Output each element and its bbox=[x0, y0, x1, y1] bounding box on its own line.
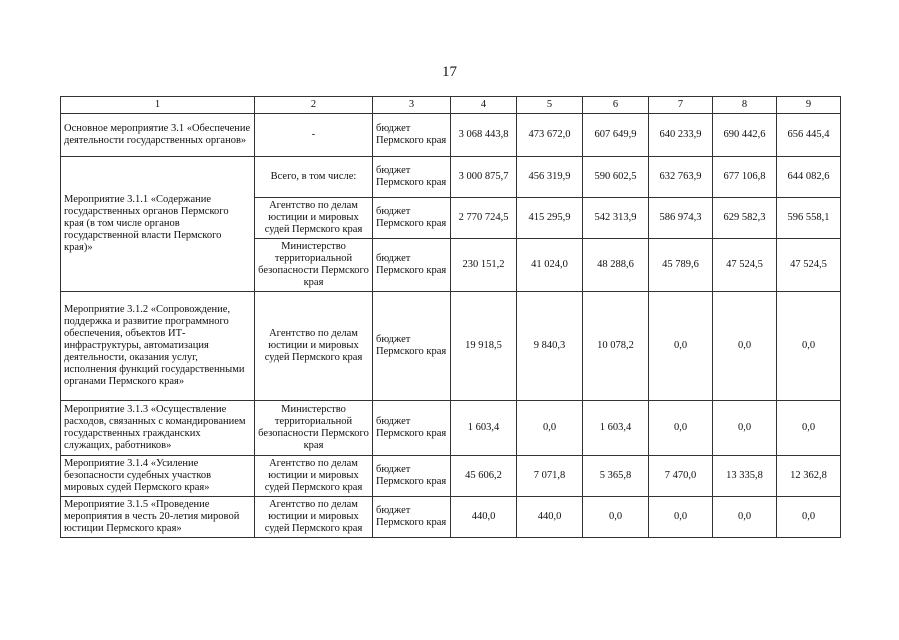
executor: Агентство по делам юстиции и мировых судей Пермского края bbox=[255, 456, 373, 497]
amount-cell: 1 603,4 bbox=[583, 401, 649, 456]
activity-name: Мероприятие 3.1.4 «Усиление безопасности судебных участков мировых судей Пермского края» bbox=[61, 456, 255, 497]
amount-cell: 0,0 bbox=[713, 497, 777, 538]
table-row bbox=[61, 114, 841, 157]
amount-cell: 473 672,0 bbox=[517, 114, 583, 157]
amount-cell: 415 295,9 bbox=[517, 198, 583, 239]
executor: Всего, в том числе: bbox=[255, 157, 373, 198]
amount-cell: 13 335,8 bbox=[713, 456, 777, 497]
funding-source: бюджет Пермского края bbox=[373, 292, 451, 401]
executor: Министерство территориальной безопасности Пермского края bbox=[255, 401, 373, 456]
funding-source: бюджет Пермского края bbox=[373, 497, 451, 538]
funding-source: бюджет Пермского края bbox=[373, 198, 451, 239]
amount-cell: 629 582,3 bbox=[713, 198, 777, 239]
amount-cell: 690 442,6 bbox=[713, 114, 777, 157]
table-row bbox=[61, 497, 841, 538]
activity-name: Основное мероприятие 3.1 «Обеспечение деятельности государственных органов» bbox=[61, 114, 255, 157]
activity-name: Мероприятие 3.1.1 «Содержание государственных органов Пермского края (в том числе органов государственной власти Пермского края)» bbox=[61, 157, 255, 292]
amount-cell: 45 789,6 bbox=[649, 239, 713, 292]
column-header: 3 bbox=[373, 97, 451, 114]
amount-cell: 12 362,8 bbox=[777, 456, 841, 497]
amount-cell: 41 024,0 bbox=[517, 239, 583, 292]
amount-cell: 3 068 443,8 bbox=[451, 114, 517, 157]
funding-source: бюджет Пермского края bbox=[373, 456, 451, 497]
amount-cell: 48 288,6 bbox=[583, 239, 649, 292]
activity-name: Мероприятие 3.1.2 «Сопровождение, поддержка и развитие программного обеспечения, объектов ИТ-инфраструктуры, автоматизация деятельности, оказания услуг, исполнения функций государственными органами Пермского края» bbox=[61, 292, 255, 401]
table-row bbox=[61, 401, 841, 456]
amount-cell: 9 840,3 bbox=[517, 292, 583, 401]
amount-cell: 640 233,9 bbox=[649, 114, 713, 157]
table-row bbox=[61, 456, 841, 497]
funding-source: бюджет Пермского края bbox=[373, 114, 451, 157]
header-row bbox=[61, 97, 841, 114]
page-number: 17 bbox=[442, 64, 457, 80]
amount-cell: 47 524,5 bbox=[777, 239, 841, 292]
activity-name: Мероприятие 3.1.5 «Проведение мероприятия в честь 20-летия мировой юстиции Пермского края» bbox=[61, 497, 255, 538]
funding-source: бюджет Пермского края bbox=[373, 401, 451, 456]
amount-cell: 542 313,9 bbox=[583, 198, 649, 239]
amount-cell: 5 365,8 bbox=[583, 456, 649, 497]
amount-cell: 47 524,5 bbox=[713, 239, 777, 292]
column-header: 1 bbox=[61, 97, 255, 114]
amount-cell: 0,0 bbox=[583, 497, 649, 538]
executor: Агентство по делам юстиции и мировых судей Пермского края bbox=[255, 497, 373, 538]
amount-cell: 590 602,5 bbox=[583, 157, 649, 198]
amount-cell: 456 319,9 bbox=[517, 157, 583, 198]
column-header: 4 bbox=[451, 97, 517, 114]
amount-cell: 7 470,0 bbox=[649, 456, 713, 497]
amount-cell: 0,0 bbox=[517, 401, 583, 456]
amount-cell: 230 151,2 bbox=[451, 239, 517, 292]
amount-cell: 586 974,3 bbox=[649, 198, 713, 239]
amount-cell: 656 445,4 bbox=[777, 114, 841, 157]
amount-cell: 440,0 bbox=[451, 497, 517, 538]
amount-cell: 0,0 bbox=[777, 292, 841, 401]
column-header: 6 bbox=[583, 97, 649, 114]
amount-cell: 0,0 bbox=[713, 401, 777, 456]
amount-cell: 0,0 bbox=[777, 497, 841, 538]
column-header: 2 bbox=[255, 97, 373, 114]
column-header: 8 bbox=[713, 97, 777, 114]
amount-cell: 596 558,1 bbox=[777, 198, 841, 239]
executor: - bbox=[255, 114, 373, 157]
executor: Агентство по делам юстиции и мировых судей Пермского края bbox=[255, 292, 373, 401]
amount-cell: 0,0 bbox=[649, 401, 713, 456]
amount-cell: 0,0 bbox=[713, 292, 777, 401]
amount-cell: 0,0 bbox=[777, 401, 841, 456]
amount-cell: 3 000 875,7 bbox=[451, 157, 517, 198]
column-header: 7 bbox=[649, 97, 713, 114]
budget-table bbox=[60, 96, 841, 538]
activity-name: Мероприятие 3.1.3 «Осуществление расходов, связанных с командированием государственных гражданских служащих, работников» bbox=[61, 401, 255, 456]
amount-cell: 632 763,9 bbox=[649, 157, 713, 198]
amount-cell: 10 078,2 bbox=[583, 292, 649, 401]
table-row bbox=[61, 157, 841, 198]
amount-cell: 1 603,4 bbox=[451, 401, 517, 456]
amount-cell: 644 082,6 bbox=[777, 157, 841, 198]
amount-cell: 607 649,9 bbox=[583, 114, 649, 157]
executor: Министерство территориальной безопасности Пермского края bbox=[255, 239, 373, 292]
amount-cell: 440,0 bbox=[517, 497, 583, 538]
amount-cell: 2 770 724,5 bbox=[451, 198, 517, 239]
amount-cell: 0,0 bbox=[649, 292, 713, 401]
table-row bbox=[61, 292, 841, 401]
amount-cell: 0,0 bbox=[649, 497, 713, 538]
column-header: 9 bbox=[777, 97, 841, 114]
amount-cell: 45 606,2 bbox=[451, 456, 517, 497]
amount-cell: 7 071,8 bbox=[517, 456, 583, 497]
amount-cell: 677 106,8 bbox=[713, 157, 777, 198]
funding-source: бюджет Пермского края bbox=[373, 157, 451, 198]
amount-cell: 19 918,5 bbox=[451, 292, 517, 401]
executor: Агентство по делам юстиции и мировых судей Пермского края bbox=[255, 198, 373, 239]
column-header: 5 bbox=[517, 97, 583, 114]
funding-source: бюджет Пермского края bbox=[373, 239, 451, 292]
